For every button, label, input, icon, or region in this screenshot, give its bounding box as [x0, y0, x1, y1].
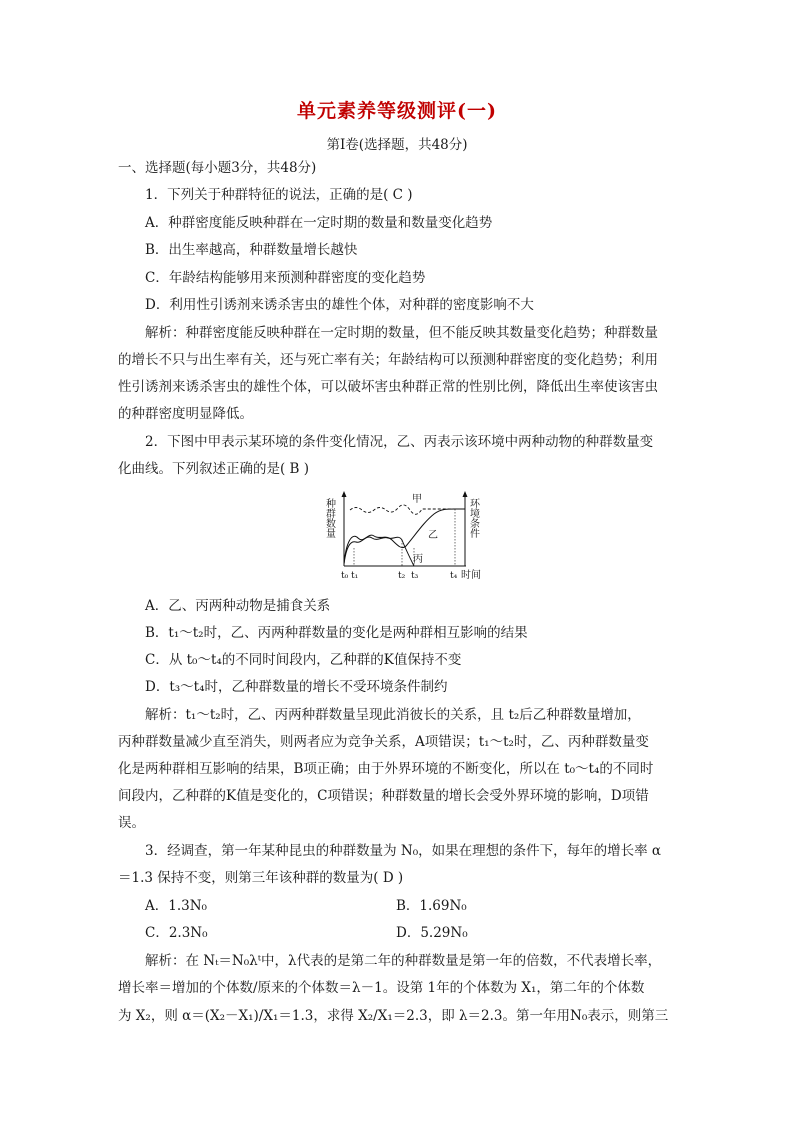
q2-stem-line: 化曲线。下列叙述正确的是( B ): [118, 461, 310, 477]
q3-stem-line: ＝1.3 保持不变，则第三年该种群的数量为( D ): [118, 870, 404, 886]
q2-explanation-line: 间段内，乙种群的K值是变化的，C项错误；种群数量的增长会受外界环境的影响，D项错: [118, 788, 649, 804]
q2-option-a: A．乙、丙两种动物是捕食关系: [145, 598, 331, 614]
q2-explanation-line: 误。: [118, 815, 145, 831]
population-figure: [316, 488, 486, 586]
page-title: 单元素养等级测评(一): [297, 100, 497, 122]
tick-t4: t₄: [450, 571, 458, 581]
q3-option-b: B．1.69N₀: [396, 898, 467, 914]
curve-bing: [344, 537, 414, 566]
section-heading: 一、选择题(每小题3分，共48分): [118, 160, 317, 176]
left-axis-arrow-icon: [342, 491, 347, 497]
q1-option-d: D．利用性引诱剂来诱杀害虫的雄性个体，对种群的密度影响不大: [145, 297, 534, 313]
q3-option-d: D．5.29N₀: [396, 925, 468, 941]
q3-explanation-line: 解析：在 Nₜ＝N₀λᵗ中，λ代表的是第二年的种群数量是第一年的倍数，不代表增长率，: [145, 953, 662, 969]
q1-explanation-line: 的种群密度明显降低。: [118, 406, 253, 422]
q2-explanation-line: 化是两种群相互影响的结果，B项正确；由于外界环境的不断变化，所以在 t₀～t₄的不同时: [118, 761, 654, 777]
right-axis-arrow-icon: [463, 491, 468, 497]
curve-yi: [344, 509, 464, 564]
tick-t0: t₀: [341, 571, 349, 581]
q1-option-c: C．年龄结构能够用来预测种群密度的变化趋势: [145, 270, 426, 286]
q3-explanation-line: 增长率＝增加的个体数/原来的个体数＝λ－1。设第 1年的个体数为 X₁，第二年的个体数: [118, 980, 645, 996]
q1-option-b: B．出生率越高，种群数量增长越快: [145, 242, 358, 258]
q2-explanation-line: 丙种群数量减少直至消失，则两者应为竞争关系，A项错误；t₁～t₂时，乙、丙种群数量变: [118, 734, 649, 750]
q2-explanation-line: 解析：t₁～t₂时，乙、丙两种群数量呈现此消彼长的关系，且 t₂后乙种群数量增加，: [145, 707, 641, 723]
q2-option-b: B．t₁～t₂时，乙、丙两种群数量的变化是两种群相互影响的结果: [145, 625, 528, 641]
page-subtitle: 第Ⅰ卷(选择题，共48分): [326, 137, 468, 153]
label-yi: 乙: [428, 530, 438, 541]
x-axis-label: 时间: [461, 570, 481, 581]
q3-stem-line: 3．经调查，第一年某种昆虫的种群数量为 N₀，如果在理想的条件下，每年的增长率 α: [145, 843, 662, 859]
tick-t1: t₁: [351, 571, 359, 581]
q1-explanation-line: 的增长不只与出生率有关，还与死亡率有关；年龄结构可以预测种群密度的变化趋势；利用: [118, 352, 658, 368]
label-bing: 丙: [413, 554, 423, 565]
q3-option-c: C．2.3N₀: [145, 925, 208, 941]
label-jia: 甲: [412, 494, 422, 505]
q2-stem-line: 2．下图中甲表示某环境的条件变化情况，乙、丙表示该环境中两种动物的种群数量变: [145, 434, 654, 450]
q2-option-d: D．t₃～t₄时，乙种群数量的增长不受环境条件制约: [145, 679, 448, 695]
tick-t2: t₂: [398, 571, 406, 581]
right-axis-label: 环境条件: [467, 498, 479, 538]
left-axis-label: 种群数量: [323, 498, 335, 538]
q1-stem: 1．下列关于种群特征的说法，正确的是( C ): [145, 187, 413, 203]
q1-explanation-line: 性引诱剂来诱杀害虫的雄性个体，可以破坏害虫种群正常的性别比例，降低出生率使该害虫: [118, 379, 658, 395]
q3-option-a: A．1.3N₀: [145, 898, 207, 914]
q2-option-c: C．从 t₀～t₄的不同时间段内，乙种群的K值保持不变: [145, 652, 462, 668]
q1-option-a: A．种群密度能反映种群在一定时期的数量和数量变化趋势: [145, 215, 493, 231]
q1-explanation-line: 解析：种群密度能反映种群在一定时期的数量，但不能反映其数量变化趋势；种群数量: [145, 325, 658, 341]
tick-t3: t₃: [411, 571, 419, 581]
q3-explanation-line: 为 X₂，则 α＝(X₂－X₁)/X₁＝1.3，求得 X₂/X₁＝2.3，即 λ＝2.3。第一年用N₀表示，则第三: [118, 1008, 669, 1024]
